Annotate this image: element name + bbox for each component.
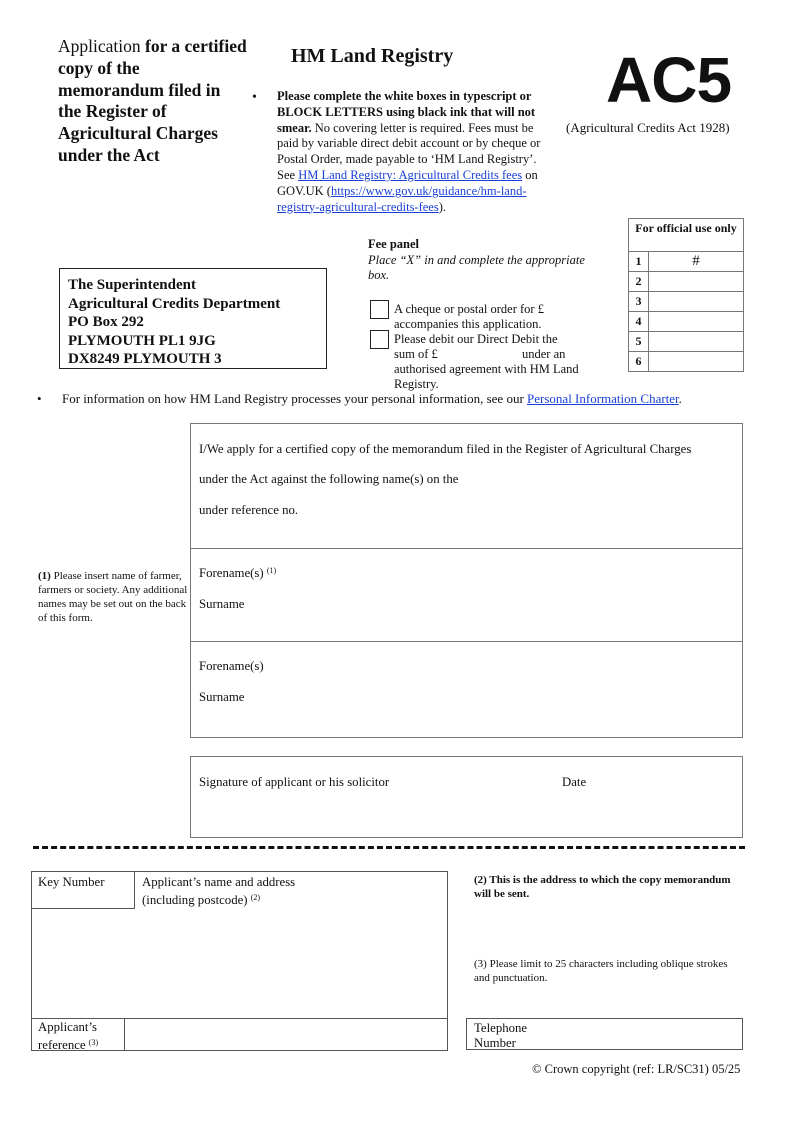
fees-link[interactable]: HM Land Registry: Agricultural Credits fees — [298, 167, 523, 182]
official-row — [629, 312, 743, 332]
applicant-name-address-field[interactable] — [32, 909, 447, 1017]
privacy-end: . — [678, 391, 682, 406]
form-code: AC5 — [606, 44, 732, 116]
application-statement-box — [190, 423, 743, 549]
hash-icon: # — [692, 253, 700, 269]
address-line: DX8249 PLYMOUTH 3 — [68, 351, 222, 368]
application-line: under reference no. — [199, 503, 299, 517]
bullet-icon: • — [252, 90, 257, 105]
row-number: 3 — [629, 292, 649, 311]
applicant-reference-field[interactable] — [126, 1020, 444, 1048]
organisation-name: HM Land Registry — [291, 45, 454, 67]
names-box — [190, 548, 743, 738]
personal-information-charter-link[interactable]: Personal Information Charter — [527, 391, 679, 406]
row-number: 6 — [629, 352, 649, 371]
signature-box[interactable] — [190, 756, 743, 838]
fee-panel-title: Fee panel — [368, 237, 420, 251]
address-line: PLYMOUTH PL1 9JG — [68, 332, 216, 349]
official-row — [629, 332, 743, 352]
divider — [32, 1018, 447, 1019]
instructions-bold: Please complete the white boxes in typescript or BLOCK LETTERS using black ink that will not smear. — [277, 89, 536, 135]
official-row — [629, 292, 743, 312]
row-value — [649, 272, 743, 291]
bullet-icon: • — [37, 391, 42, 406]
divider — [124, 1018, 125, 1050]
key-number-label: Key Number — [38, 875, 105, 889]
official-use-heading: For official use only — [629, 219, 743, 252]
row-value — [649, 332, 743, 351]
address-line: The Superintendent — [68, 277, 196, 293]
official-row — [629, 252, 743, 272]
side-note-marker: (1) — [38, 570, 51, 582]
address-line: PO Box 292 — [68, 314, 144, 331]
instructions-text-3: ). — [438, 199, 447, 214]
cheque-checkbox[interactable] — [370, 300, 389, 319]
telephone-label: Telephone Number — [474, 1021, 528, 1050]
form-title-bold: for a certified copy of the memorandum filed in the Register of Agricultural Charges under the Act — [58, 36, 247, 165]
forename-label-2: Forename(s) — [199, 659, 264, 673]
row-value — [649, 292, 743, 311]
applicant-name-text: Applicant’s name and address (including postcode) — [142, 875, 296, 907]
applicant-details-box — [31, 871, 448, 1051]
instructions — [277, 89, 552, 222]
reference-number-field[interactable] — [311, 496, 711, 516]
row-number: 4 — [629, 312, 649, 331]
forename-field-2[interactable] — [291, 653, 731, 673]
privacy-text: For information on how HM Land Registry processes your personal information, see our — [62, 391, 528, 406]
note-3: (3) Please limit to 25 characters including oblique strokes and punctuation. — [474, 958, 728, 984]
surname-label-2: Surname — [199, 690, 245, 704]
direct-debit-text-2: under an — [522, 346, 566, 361]
applicant-name-footnote: (2) — [250, 893, 261, 902]
fee-panel-instruction: Place “X” in and complete the appropriate box. — [368, 252, 585, 282]
official-row — [629, 272, 743, 292]
forename-label — [199, 566, 276, 581]
direct-debit-checkbox[interactable] — [370, 330, 389, 349]
row-value — [649, 312, 743, 331]
applicant-reference-footnote: (3) — [88, 1038, 99, 1047]
instructions-text-2: on GOV.UK ( — [277, 167, 538, 198]
signature-label: Signature of applicant or his solicitor — [199, 775, 390, 789]
direct-debit-option-label — [394, 332, 604, 393]
official-row — [629, 352, 743, 371]
side-note — [38, 569, 188, 625]
date-label: Date — [562, 775, 587, 789]
form-title-lead: Application — [58, 36, 141, 56]
privacy-notice — [62, 391, 682, 407]
surname-field-1[interactable] — [291, 591, 731, 611]
surname-field-2[interactable] — [291, 684, 731, 704]
cut-line — [33, 846, 745, 849]
row-number: 5 — [629, 332, 649, 351]
applicant-name-label — [142, 875, 342, 908]
postal-address-box — [59, 268, 327, 369]
form-title — [58, 36, 248, 167]
forename-footnote: (1) — [266, 566, 277, 575]
official-use-table — [628, 218, 744, 372]
direct-debit-sum-label: sum of £ — [394, 346, 438, 361]
gov-uk-url-link[interactable]: https://www.gov.uk/guidance/hm-land-registry-agricultural-credits-fees — [277, 183, 527, 214]
register-name-field[interactable] — [521, 464, 721, 484]
row-value — [649, 352, 743, 371]
act-reference: (Agricultural Credits Act 1928) — [566, 120, 730, 135]
application-line: I/We apply for a certified copy of the memorandum filed in the Register of Agricultural Charges — [199, 442, 692, 456]
direct-debit-text: Please debit our Direct Debit the — [394, 331, 558, 346]
row-number: 2 — [629, 272, 649, 291]
telephone-box[interactable] — [466, 1018, 743, 1050]
copyright-footer: © Crown copyright (ref: LR/SC31) 05/25 — [532, 1062, 741, 1076]
address-line: Agricultural Credits Department — [68, 295, 281, 312]
applicant-reference-text: Applicant’s reference — [38, 1020, 97, 1052]
row-number: 1 — [629, 252, 649, 271]
divider — [191, 641, 742, 642]
cheque-option-label: A cheque or postal order for £ accompanies this application. — [394, 301, 544, 331]
note-2: (2) This is the address to which the copy memorandum will be sent. — [474, 874, 731, 900]
fee-panel — [368, 237, 608, 392]
application-line: under the Act against the following name(s) on the — [199, 472, 459, 486]
forename-field-1[interactable] — [291, 561, 731, 581]
forename-label-text: Forename(s) — [199, 566, 264, 580]
side-note-text: Please insert name of farmer, farmers or society. Any additional names may be set out on the back of this form. — [38, 570, 188, 624]
surname-label: Surname — [199, 597, 245, 611]
key-number-cell[interactable] — [32, 872, 135, 909]
direct-debit-text-3: authorised agreement with HM Land Registry. — [394, 361, 579, 392]
instructions-text: No covering letter is required. Fees must be paid by variable direct debit account or by cheque or Postal Order, made payable to ‘HM Land Registry’. See — [277, 120, 541, 182]
applicant-reference-label — [38, 1020, 124, 1053]
